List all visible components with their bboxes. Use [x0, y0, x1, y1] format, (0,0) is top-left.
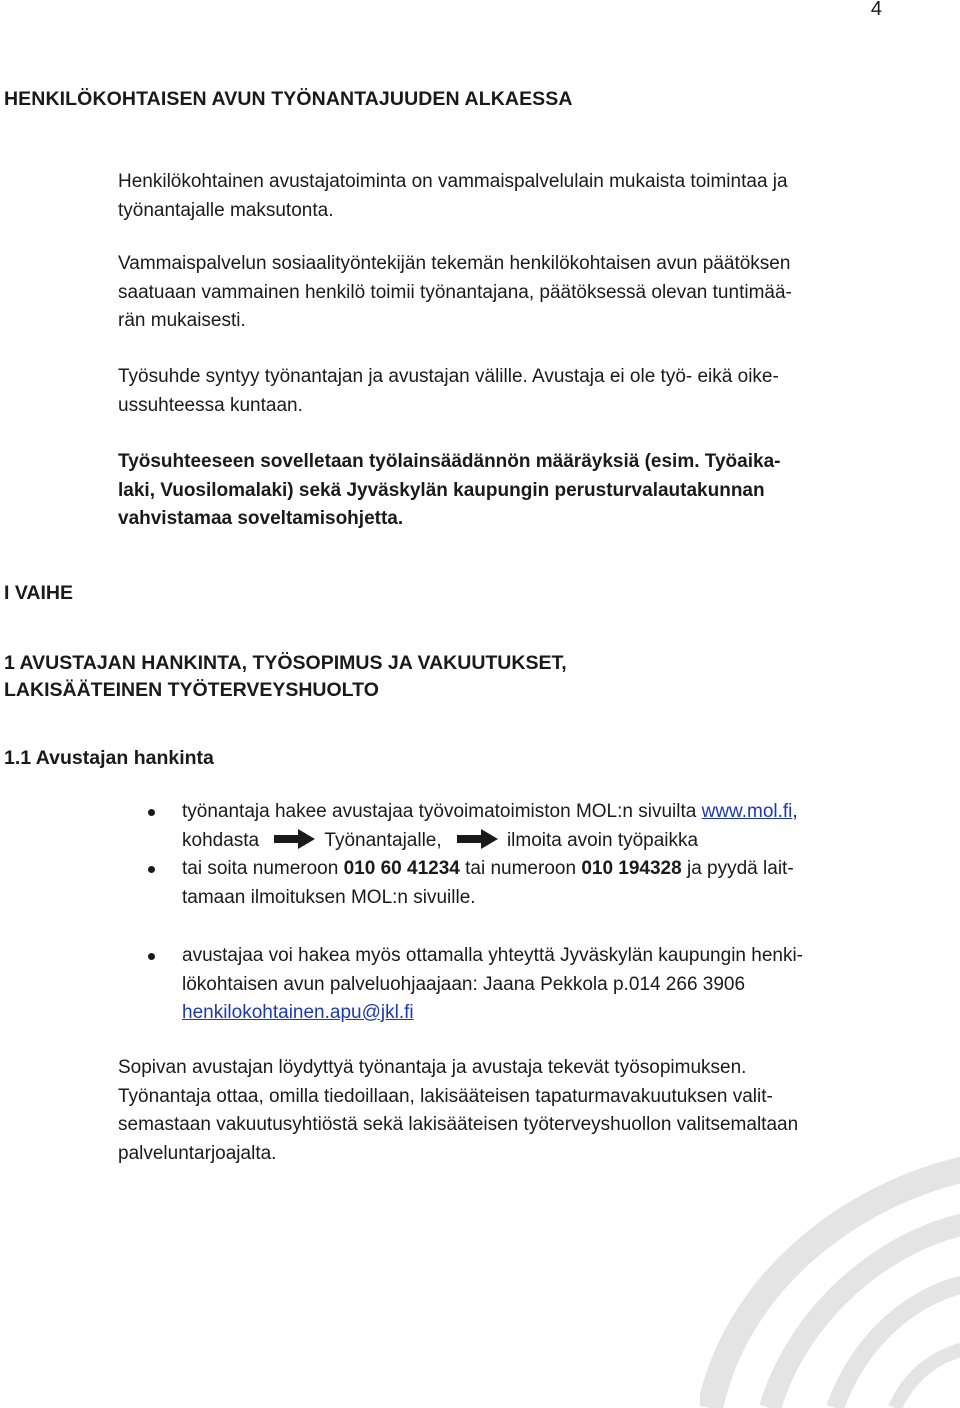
page-number: 4: [870, 0, 882, 20]
text-line: ussuhteessa kuntaan.: [118, 394, 303, 416]
list-item: [148, 798, 908, 855]
text-line: Vammaispalvelun sosiaalityöntekijän tekemän henkilökohtaisen avun päätöksen: [118, 253, 791, 274]
path-step-2: Työnantajalle,: [324, 829, 442, 851]
phone-number: 010 194328: [581, 858, 682, 879]
text-line: Työsuhteeseen sovelletaan työlainsäädännön määräyksiä (esim. Työaika-: [118, 451, 781, 472]
bullet-text: ja pyydä lait-: [686, 858, 794, 879]
section-title-line: LAKISÄÄTEINEN TYÖTERVEYSHUOLTO: [4, 679, 379, 701]
phase-title: I VAIHE: [4, 582, 73, 604]
intro-paragraph-2: [118, 250, 888, 336]
bullet-text: työnantaja hakee avustajaa työvoimatoimiston MOL:n sivuilta: [182, 801, 697, 822]
text-line: semastaan vakuutusyhtiöstä sekä lakisääteisen työterveyshuollon valitsemaltaan: [118, 1114, 799, 1135]
text-line: saatuaan vammainen henkilö toimii työnantajana, päätöksessä olevan tuntimää-: [118, 281, 792, 303]
section-title-line: 1 AVUSTAJAN HANKINTA, TYÖSOPIMUS JA VAKUUTUKSET,: [4, 652, 567, 674]
intro-paragraph-3: [118, 363, 888, 420]
text-line: rän mukaisesti.: [118, 310, 246, 331]
text-line: palveluntarjoajalta.: [118, 1142, 277, 1164]
watermark-logo: [700, 1128, 960, 1408]
intro-paragraph-1: [118, 168, 888, 225]
bullet-icon: [148, 866, 155, 873]
bullet-text: lökohtaisen avun palveluohjaajaan: Jaana Pekkola p.014 266 3906: [182, 973, 746, 995]
text-line: vahvistamaa soveltamisohjetta.: [118, 508, 404, 529]
path-step-3: ilmoita avoin työpaikka: [506, 829, 699, 851]
bullet-text: tai numeroon: [465, 858, 577, 879]
text-line: työnantajalle maksutonta.: [118, 199, 334, 221]
intro-paragraph-4-bold: [118, 448, 888, 534]
bullet-icon: [148, 953, 155, 960]
bullet-text: tamaan ilmoituksen MOL:n sivuille.: [182, 886, 476, 908]
bullet-text: avustajaa voi hakea myös ottamalla yhteyttä Jyväskylän kaupungin henki-: [182, 945, 804, 966]
bullet-icon: [148, 809, 155, 816]
section-title: [4, 650, 904, 704]
email-link[interactable]: henkilokohtainen.apu@jkl.fi: [182, 1002, 414, 1023]
subsection-title: 1.1 Avustajan hankinta: [4, 747, 214, 769]
text-line: laki, Vuosilomalaki) sekä Jyväskylän kaupungin perusturvalautakunnan: [118, 479, 765, 501]
mol-website-link[interactable]: www.mol.fi: [701, 801, 793, 822]
right-arrow-icon: [274, 828, 316, 850]
text-line: Henkilökohtainen avustajatoiminta on vammaispalvelulain mukaista toimintaa ja: [118, 171, 788, 192]
instruction-list: [148, 798, 908, 1028]
bullet-text: tai soita numeroon: [182, 858, 339, 879]
punctuation: ,: [792, 801, 798, 822]
text-line: Työnantaja ottaa, omilla tiedoillaan, lakisääteisen tapaturmavakuutuksen valit-: [118, 1085, 773, 1107]
list-item: [148, 942, 908, 1028]
text-line: Työsuhde syntyy työnantajan ja avustajan välille. Avustaja ei ole työ- eikä oike-: [118, 366, 779, 387]
text-line: Sopivan avustajan löydyttyä työnantaja ja avustaja tekevät työsopimuksen.: [118, 1057, 747, 1078]
path-step-1: kohdasta: [182, 829, 260, 851]
phone-number: 010 60 41234: [343, 858, 460, 879]
right-arrow-icon: [457, 828, 499, 850]
document-heading: HENKILÖKOHTAISEN AVUN TYÖNANTAJUUDEN ALKAESSA: [4, 88, 573, 110]
list-item: [148, 855, 908, 912]
